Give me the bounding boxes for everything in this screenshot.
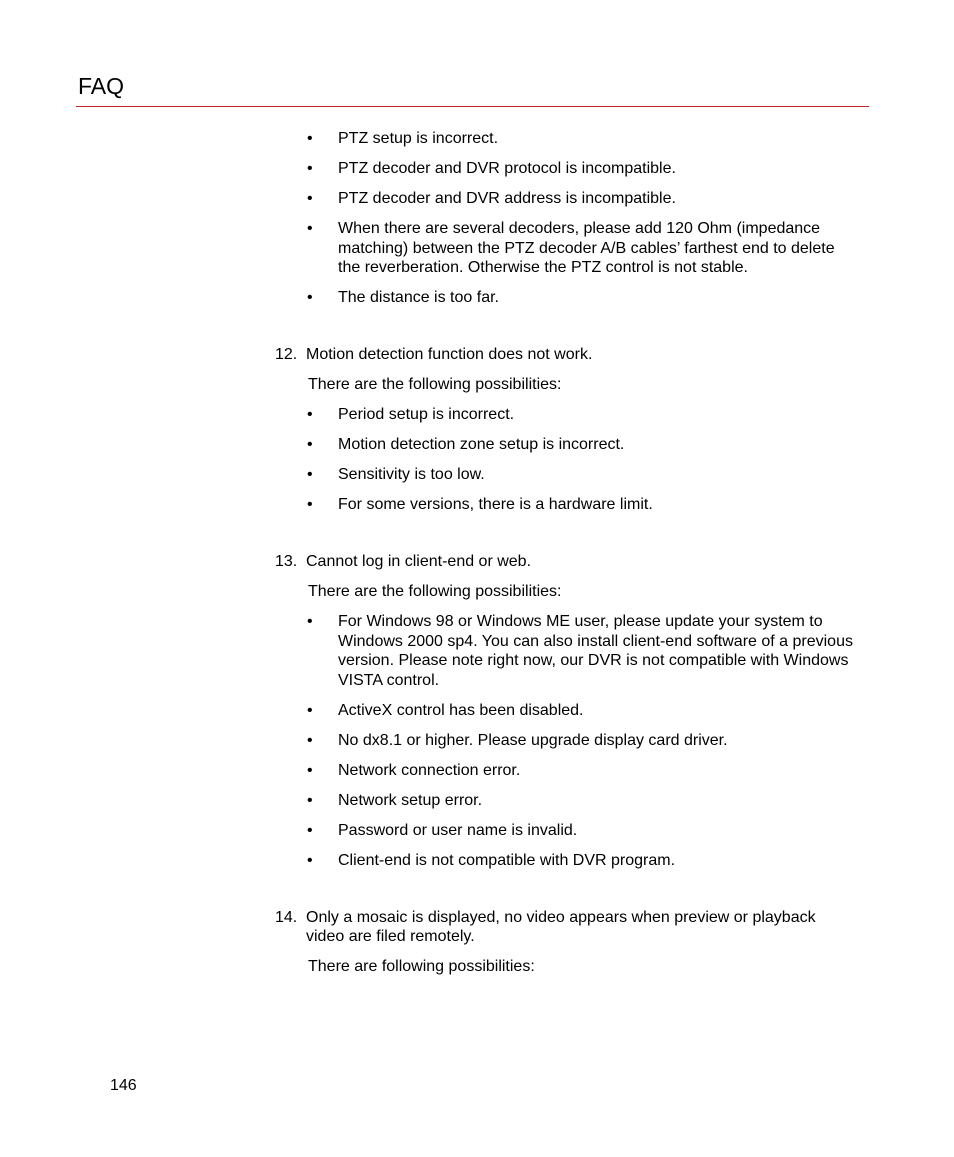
- header-divider: [76, 106, 869, 107]
- question-text: Only a mosaic is displayed, no video appears when preview or playback video are filed remotely.: [306, 908, 816, 946]
- bullet-icon: •: [307, 190, 313, 207]
- bullet-icon: •: [307, 466, 313, 484]
- possibilities-list: [274, 405, 854, 515]
- faq-section-12: [274, 345, 854, 515]
- list-item: [274, 159, 854, 179]
- list-item-text: Sensitivity is too low.: [338, 466, 485, 484]
- page-title: FAQ: [78, 73, 125, 99]
- list-item: [274, 465, 854, 485]
- faq-question: [274, 345, 854, 365]
- possibilities-intro: There are following possibilities:: [308, 958, 535, 976]
- list-item: [274, 288, 854, 308]
- bullet-icon: •: [307, 130, 313, 147]
- bullet-icon: •: [307, 851, 313, 869]
- bullet-icon: •: [307, 731, 313, 749]
- top-bullet-list: [274, 129, 854, 308]
- list-item-text: For Windows 98 or Windows ME user, please update your system to Windows 2000 sp4. You can also install client-end software of a previous version. Please note right now, our DVR is not compatible with Windows VISTA control.: [338, 612, 853, 689]
- bullet-icon: •: [307, 436, 313, 454]
- list-item-text: Period setup is incorrect.: [338, 406, 515, 424]
- bullet-icon: •: [307, 220, 313, 237]
- list-item-text: PTZ decoder and DVR address is incompatible.: [338, 190, 676, 207]
- bullet-icon: •: [307, 791, 313, 809]
- question-text: Motion detection function does not work.: [306, 346, 593, 364]
- list-item: [274, 851, 854, 871]
- bullet-icon: •: [307, 821, 313, 839]
- faq-section-14: [274, 908, 854, 977]
- list-item-text: Network setup error.: [338, 791, 483, 809]
- list-item: [274, 405, 854, 425]
- list-item-text: PTZ decoder and DVR protocol is incompatible.: [338, 160, 676, 177]
- list-item-text: PTZ setup is incorrect.: [338, 130, 499, 147]
- bullet-icon: •: [307, 496, 313, 514]
- faq-section-13: [274, 552, 854, 871]
- question-number: 14.: [275, 908, 298, 926]
- bullet-icon: •: [307, 612, 313, 630]
- question-number: 13.: [275, 552, 298, 570]
- list-item: [274, 189, 854, 209]
- list-item: [274, 701, 854, 721]
- question-number: 12.: [275, 346, 298, 364]
- list-item-text: No dx8.1 or higher. Please upgrade display card driver.: [338, 731, 728, 749]
- list-item: [274, 435, 854, 455]
- list-item-text: Network connection error.: [338, 761, 521, 779]
- faq-question: [274, 552, 854, 572]
- faq-question: [274, 908, 854, 947]
- list-item-text: ActiveX control has been disabled.: [338, 701, 584, 719]
- page-number: 146: [110, 1077, 137, 1094]
- question-text: Cannot log in client-end or web.: [306, 552, 532, 570]
- faq-content: [274, 129, 854, 987]
- list-item: [274, 791, 854, 811]
- bullet-icon: •: [307, 289, 313, 307]
- list-item: [274, 219, 854, 278]
- list-item-text: Motion detection zone setup is incorrect.: [338, 436, 625, 454]
- possibilities-intro: There are the following possibilities:: [308, 582, 562, 600]
- bullet-icon: •: [307, 761, 313, 779]
- bullet-icon: •: [307, 160, 313, 177]
- list-item-text: When there are several decoders, please add 120 Ohm (impedance matching) between the PTZ decoder A/B cables’ farthest end to delete the reverberation. Otherwise the PTZ control is not stable.: [338, 220, 835, 277]
- list-item-text: Password or user name is invalid.: [338, 821, 578, 839]
- list-item: [274, 821, 854, 841]
- list-item-text: For some versions, there is a hardware limit.: [338, 496, 653, 514]
- bullet-icon: •: [307, 406, 313, 424]
- possibilities-list: [274, 612, 854, 871]
- list-item-text: The distance is too far.: [338, 289, 499, 307]
- list-item: [274, 731, 854, 751]
- list-item: [274, 612, 854, 691]
- list-item: [274, 495, 854, 515]
- possibilities-intro: There are the following possibilities:: [308, 376, 562, 394]
- list-item-text: Client-end is not compatible with DVR program.: [338, 851, 676, 869]
- bullet-icon: •: [307, 701, 313, 719]
- list-item: [274, 129, 854, 149]
- list-item: [274, 761, 854, 781]
